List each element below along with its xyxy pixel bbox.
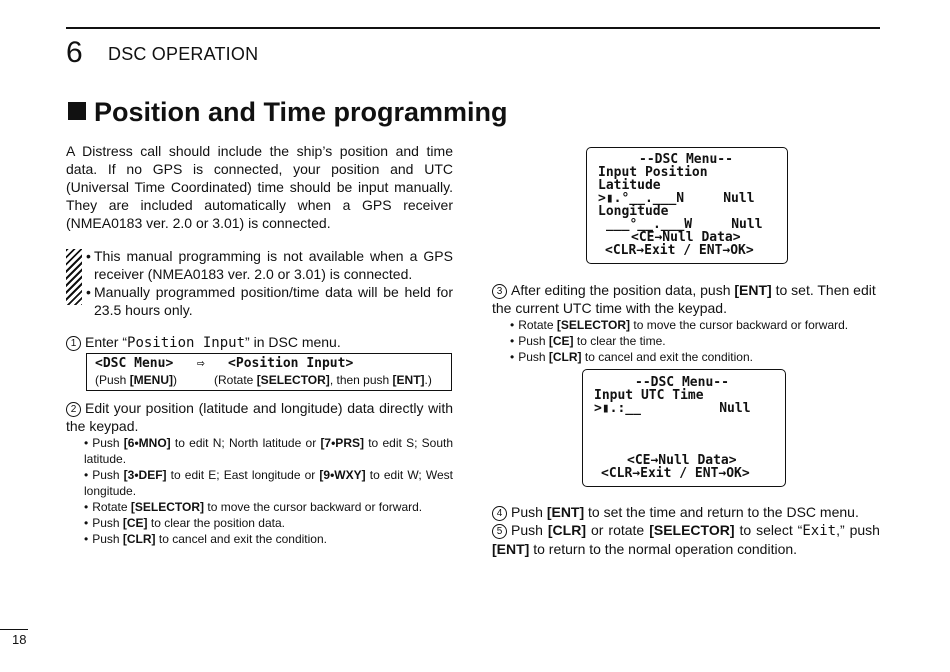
push-instruction: (Push [MENU]) — [95, 373, 178, 387]
menu-path: <DSC Menu> ⇨ <Position Input> — [95, 356, 354, 371]
page-number: 18 — [12, 632, 27, 647]
chapter-number: 6 — [66, 36, 83, 69]
list-item: • Push [CE] to clear the time. — [510, 334, 666, 348]
lcd-line: <CLR→Exit / ENT→OK> — [605, 243, 754, 258]
menu-path-box — [86, 353, 452, 391]
lcd-line: >▮.:__ Null — [594, 401, 751, 416]
step-number-badge: 4 — [492, 506, 507, 521]
lcd-screen-utc-time — [582, 369, 786, 487]
intro-paragraph: A Distress call should include the ship’s position and time data. If no GPS is connected, your position and UTC (Universal Time Coordinated) time should be input manually. They are included automatically when a GPS receiver (NMEA0183 ver. 2.0 or 3.01) is connected. — [66, 143, 453, 231]
header-rule — [66, 27, 880, 29]
lcd-line: <CLR→Exit / ENT→OK> — [601, 466, 750, 481]
lcd-line: <CE→Null Data> — [631, 230, 741, 245]
section-heading — [68, 97, 508, 128]
rotate-instruction: (Rotate [SELECTOR], then push [ENT].) — [214, 373, 432, 387]
lcd-line: --DSC Menu-- — [635, 375, 729, 390]
step-1 — [66, 333, 453, 352]
note-item: • This manual programming is not available when a GPS receiver (NMEA0183 ver. 2.0 or 3.01) is connected. — [86, 247, 453, 283]
lcd-menu-item: Exit — [802, 523, 837, 539]
lcd-screen-position — [586, 147, 788, 264]
lcd-line: ___°__.___W Null — [606, 217, 763, 232]
list-item: • Rotate [SELECTOR] to move the cursor backward or forward. — [84, 500, 423, 514]
list-item: • Push [CE] to clear the position data. — [84, 516, 285, 530]
step-text: Edit your position (latitude and longitude) data directly with the keypad. — [66, 400, 453, 434]
list-item: • Push [CLR] to cancel and exit the condition. — [84, 532, 327, 546]
chapter-title: DSC OPERATION — [108, 44, 259, 64]
lcd-line: --DSC Menu-- — [639, 152, 733, 167]
lcd-line: >▮.°__.___N Null — [598, 191, 755, 206]
step-4: 4 Push [ENT] to set the time and return to the DSC menu. — [492, 503, 880, 521]
step-number-badge: 2 — [66, 402, 81, 417]
footer-rule — [0, 629, 28, 630]
step-3: 3 After editing the position data, push [ENT] to set. Then edit the current UTC time with the keypad. • Rotate [SELECTOR] to move the cursor backward or forward. • Push [CE] to clear the time. • Push [CLR] to cancel and exit the condition. — [492, 281, 880, 365]
note-item: • Manually programmed position/time data will be held for 23.5 hours only. — [86, 283, 453, 319]
list-item: • Push [CLR] to cancel and exit the condition. — [510, 350, 753, 364]
step-number-badge: 5 — [492, 524, 507, 539]
step-number-badge: 1 — [66, 336, 81, 351]
lcd-line: <CE→Null Data> — [627, 453, 737, 468]
lcd-line: Input Position — [598, 165, 708, 180]
lcd-line: Input UTC Time — [594, 388, 704, 403]
list-item: • Push [3•DEF] to edit E; East longitude or [9•WXY] to edit W; West longitude. — [84, 468, 453, 498]
step-2 — [66, 399, 453, 547]
step-number-badge: 3 — [492, 284, 507, 299]
lcd-menu-item: Position Input — [127, 335, 246, 351]
notes-block — [66, 247, 453, 319]
lcd-line: Longitude — [598, 204, 669, 219]
step-text: Enter “ — [85, 334, 128, 350]
list-item: • Rotate [SELECTOR] to move the cursor backward or forward. — [510, 318, 849, 332]
step-5: 5 Push [CLR] or rotate [SELECTOR] to select “Exit,” push [ENT] to return to the normal operation condition. — [492, 522, 880, 557]
step-text: ” in DSC menu. — [245, 334, 341, 350]
caution-hatch-icon — [66, 249, 82, 305]
square-bullet-icon — [68, 102, 86, 120]
section-title-text: Position and Time programming — [94, 97, 508, 127]
list-item: • Push [6•MNO] to edit N; North latitude or [7•PRS] to edit S; South latitude. — [84, 436, 454, 466]
lcd-line: Latitude — [598, 178, 661, 193]
